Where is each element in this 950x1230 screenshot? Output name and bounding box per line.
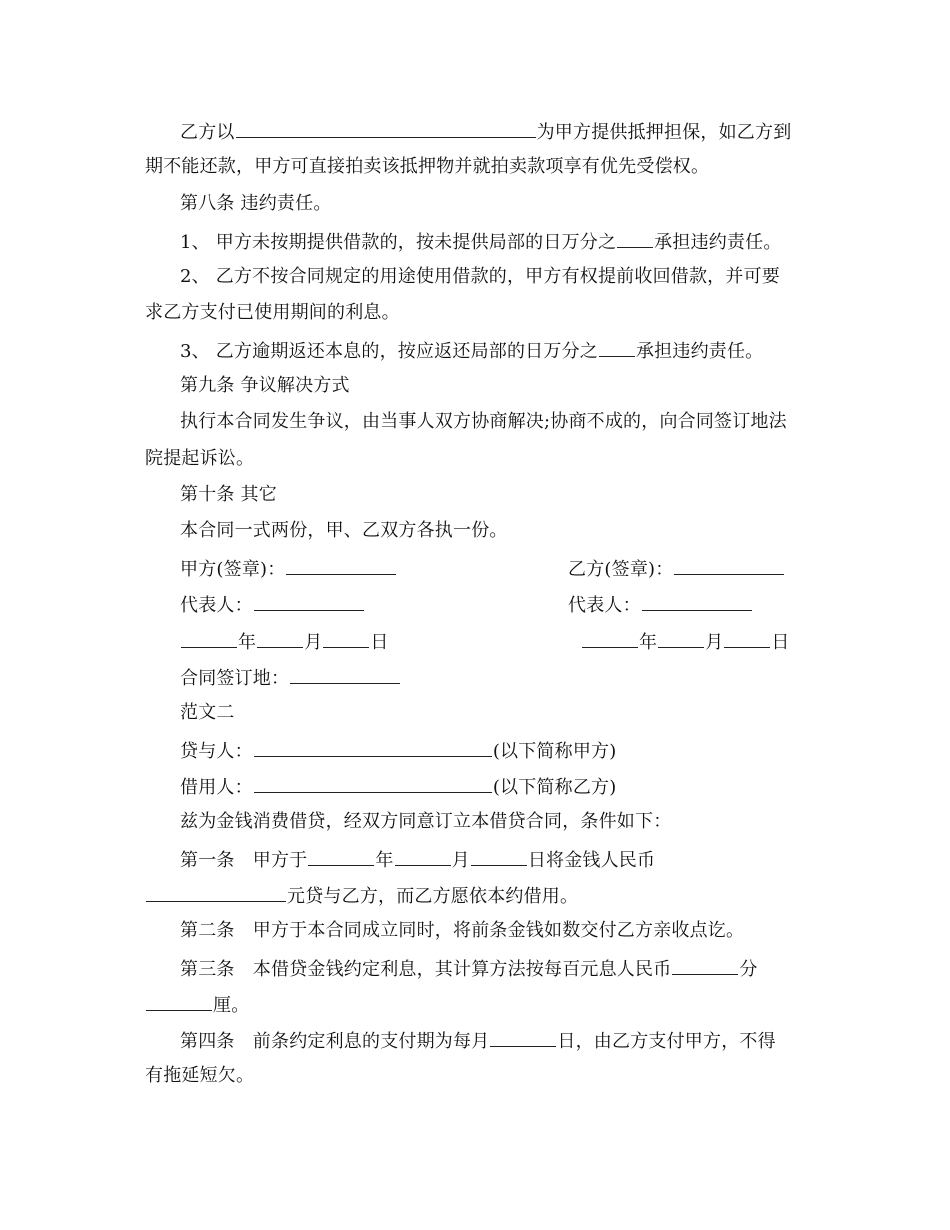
text: 第八条 违约责任。 — [180, 193, 332, 214]
blank-field[interactable] — [254, 592, 364, 611]
text: 年 — [375, 850, 394, 871]
text: 第九条 争议解决方式 — [180, 375, 350, 396]
blank-field[interactable] — [254, 738, 492, 757]
blank-field[interactable] — [395, 847, 451, 866]
text: 日 — [771, 632, 790, 653]
blank-field[interactable] — [672, 956, 738, 975]
article-8-item-1 — [180, 229, 782, 255]
article-10-heading — [180, 483, 277, 507]
clause-mortgage-line2 — [145, 155, 709, 179]
clause-1-line2 — [145, 883, 578, 909]
text: 执行本合同发生争议，由当事人双方协商解决;协商不成的，向合同签订地法 — [180, 411, 787, 432]
text: 兹为金钱消费借贷，经双方同意订立本借贷合同，条件如下： — [180, 811, 672, 832]
representative-a — [180, 592, 365, 618]
article-8-heading — [180, 192, 332, 216]
article-8-item-2-line1 — [180, 265, 780, 289]
blank-field[interactable] — [257, 629, 303, 648]
blank-field[interactable] — [599, 338, 635, 357]
text: 元贷与乙方，而乙方愿依本约借用。 — [287, 886, 579, 907]
signature-party-b — [568, 556, 785, 582]
text: 为甲方提供抵押担保，如乙方到 — [536, 122, 792, 143]
article-8-item-3 — [180, 338, 763, 364]
clause-3-line1 — [180, 956, 758, 982]
text: 日 — [370, 632, 389, 653]
text: 月 — [451, 850, 470, 871]
text: 借用人： — [180, 777, 253, 798]
blank-field[interactable] — [308, 847, 374, 866]
clause-4-line1 — [180, 1028, 776, 1054]
text: 日，由乙方支付甲方，不得 — [557, 1031, 776, 1052]
text: 代表人： — [568, 595, 641, 616]
article-9-heading — [180, 374, 350, 398]
text: 甲方(签章)： — [180, 559, 286, 580]
text: 第一条 甲方于 — [180, 850, 308, 871]
blank-field[interactable] — [617, 229, 653, 248]
blank-field[interactable] — [582, 629, 638, 648]
text: 第三条 本借贷金钱约定利息，其计算方法按每百元息人民币 — [180, 959, 672, 980]
text: (以下简称甲方) — [492, 741, 617, 762]
signature-party-a — [180, 556, 397, 582]
blank-field[interactable] — [286, 556, 396, 575]
text: 代表人： — [180, 595, 253, 616]
clause-mortgage-line1 — [180, 119, 791, 145]
text: 分 — [739, 959, 758, 980]
text: 院提起诉讼。 — [145, 448, 255, 469]
text: 第二条 甲方于本合同成立同时，将前条金钱如数交付乙方亲收点讫。 — [180, 920, 745, 941]
blank-field[interactable] — [236, 119, 536, 138]
text: 乙方(签章)： — [568, 559, 674, 580]
date-a — [180, 629, 389, 655]
blank-field[interactable] — [642, 592, 752, 611]
article-9-line1 — [180, 410, 787, 434]
blank-field[interactable] — [674, 556, 784, 575]
blank-field[interactable] — [146, 883, 286, 902]
text: 月 — [705, 632, 724, 653]
clause-1-line1 — [180, 847, 655, 873]
text: 求乙方支付已使用期间的利息。 — [145, 302, 400, 323]
text: 年 — [639, 632, 658, 653]
blank-field[interactable] — [181, 629, 237, 648]
article-9-line2 — [145, 447, 254, 471]
blank-field[interactable] — [658, 629, 704, 648]
text: 期不能还款，甲方可直接拍卖该抵押物并就拍卖款项享有优先受偿权。 — [145, 156, 710, 177]
text: 范文二 — [180, 702, 235, 723]
blank-field[interactable] — [146, 992, 212, 1011]
clause-3-line2 — [145, 992, 249, 1018]
text: 承担违约责任。 — [654, 232, 782, 253]
borrower-line — [180, 774, 616, 800]
intro-line — [180, 810, 671, 834]
text: 有拖延短欠。 — [145, 1065, 255, 1086]
text: (以下简称乙方) — [492, 777, 617, 798]
clause-4-line2 — [145, 1064, 254, 1088]
blank-field[interactable] — [724, 629, 770, 648]
text: 厘。 — [213, 995, 250, 1016]
text: 第十条 其它 — [180, 484, 277, 505]
text: 合同签订地： — [180, 668, 290, 689]
text: 年 — [238, 632, 257, 653]
text: 1、 甲方未按期提供借款的，按未提供局部的日万分之 — [180, 232, 617, 253]
article-8-item-2-line2 — [145, 301, 400, 325]
text: 本合同一式两份，甲、乙双方各执一份。 — [180, 520, 508, 541]
text: 承担违约责任。 — [635, 341, 764, 362]
text: 日将金钱人民币 — [527, 850, 656, 871]
sample-2-heading — [180, 701, 235, 725]
lender-line — [180, 738, 616, 764]
text: 乙方以 — [180, 122, 235, 143]
article-10-line1 — [180, 519, 508, 543]
blank-field[interactable] — [471, 847, 527, 866]
clause-2 — [180, 919, 744, 943]
blank-field[interactable] — [290, 665, 400, 684]
date-b — [581, 629, 790, 655]
text: 贷与人： — [180, 741, 253, 762]
blank-field[interactable] — [490, 1028, 556, 1047]
blank-field[interactable] — [254, 774, 492, 793]
text: 第四条 前条约定利息的支付期为每月 — [180, 1031, 490, 1052]
signing-place — [180, 665, 401, 691]
text: 2、 乙方不按合同规定的用途使用借款的，甲方有权提前收回借款，并可要 — [180, 266, 780, 287]
text: 3、 乙方逾期返还本息的，按应返还局部的日万分之 — [180, 341, 598, 362]
representative-b — [568, 592, 753, 618]
blank-field[interactable] — [323, 629, 369, 648]
text: 月 — [304, 632, 323, 653]
